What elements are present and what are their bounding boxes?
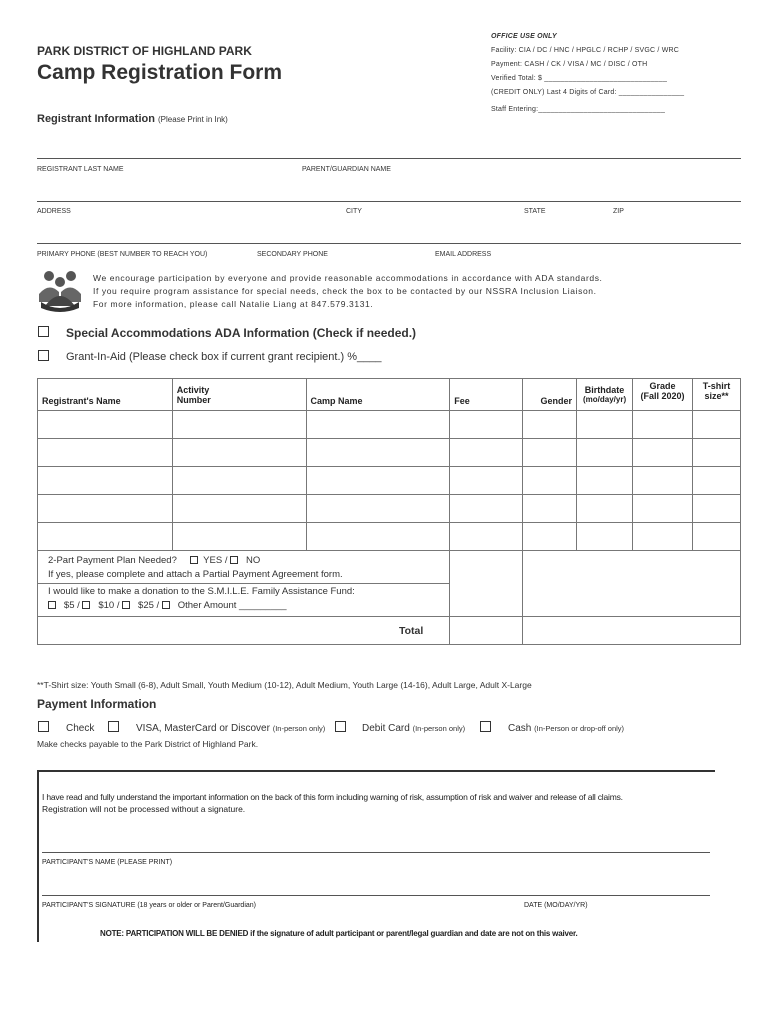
payment-plan-note: If yes, please complete and attach a Partial Payment Agreement form. xyxy=(48,569,343,580)
total-value-cell[interactable] xyxy=(450,617,523,645)
special-accommodations-checkbox[interactable] xyxy=(38,326,49,337)
office-payment: Payment: CASH / CK / VISA / MC / DISC / OTH xyxy=(491,61,648,68)
signature-label: PARTICIPANT'S SIGNATURE (18 years or older or Parent/Guardian) xyxy=(42,902,256,909)
payment-plan-yes-checkbox[interactable] xyxy=(190,556,198,564)
total-empty-cell xyxy=(523,617,741,645)
payment-debit-note: (In-person only) xyxy=(412,724,466,733)
col-fee xyxy=(450,379,523,411)
field-zip-label: ZIP xyxy=(613,208,624,215)
date-input[interactable] xyxy=(520,875,710,895)
payment-plan-fee-cell[interactable] xyxy=(450,551,523,617)
donation-other-label: Other Amount _________ xyxy=(177,600,287,611)
col-tshirt-label-2: size** xyxy=(704,391,729,401)
address-input[interactable] xyxy=(37,218,342,242)
col-gender-label: Gender xyxy=(540,395,573,406)
col-registrant-name xyxy=(38,379,173,411)
payment-visa-checkbox[interactable] xyxy=(108,721,119,732)
last-name-input[interactable] xyxy=(37,176,300,200)
col-birthdate-label-2: (mo/day/yr) xyxy=(582,395,627,404)
participant-name-line xyxy=(42,852,710,853)
payment-cash-note: (In-Person or drop-off only) xyxy=(534,724,625,733)
office-staff: Staff Entering:_______________________________ xyxy=(491,106,666,113)
signature-input[interactable] xyxy=(42,875,512,895)
col-camp-name xyxy=(306,379,450,411)
ada-line-3: For more information, please call Natalie Liang at 847.579.3131. xyxy=(93,299,374,309)
payment-cash-text: Cash xyxy=(508,723,532,734)
field-city-label: CITY xyxy=(346,208,362,215)
zip-input[interactable] xyxy=(613,218,741,242)
table-row[interactable] xyxy=(38,523,741,551)
special-accommodations-label: Special Accommodations ADA Information (Check if needed.) xyxy=(66,326,417,340)
table-row[interactable] xyxy=(38,495,741,523)
field-line-1 xyxy=(37,158,741,159)
col-fee-label: Fee xyxy=(454,395,470,406)
state-input[interactable] xyxy=(524,218,609,242)
payment-plan-yes-label: YES / xyxy=(203,555,228,566)
tshirt-size-note: **T-Shirt size: Youth Small (6-8), Adult Small, Youth Medium (10-12), Adult Medium, Youth Large (14-16), Adult Large, Adult X-Large xyxy=(37,680,532,690)
participation-denied-note: NOTE: PARTICIPATION WILL BE DENIED if the signature of adult participant or parent/legal guardian and date are not on this waiver. xyxy=(100,929,578,938)
donation-label: I would like to make a donation to the S.M.I.L.E. Family Assistance Fund: xyxy=(38,583,449,599)
col-birthdate xyxy=(577,379,633,411)
field-last-name-label: REGISTRANT LAST NAME xyxy=(37,166,124,173)
donation-10-label: $10 / xyxy=(98,600,120,611)
participant-name-label: PARTICIPANT'S NAME (PLEASE PRINT) xyxy=(42,859,173,866)
total-label: Total xyxy=(398,624,424,637)
payment-visa-text: VISA, MasterCard or Discover xyxy=(136,723,270,734)
waiver-top-border xyxy=(37,770,715,772)
payment-visa-label xyxy=(136,723,325,734)
col-activity-label: Activity xyxy=(176,384,210,395)
parent-name-input[interactable] xyxy=(302,176,741,200)
section-registrant-info xyxy=(37,113,228,125)
col-activity-number xyxy=(172,379,306,411)
participant-name-input[interactable] xyxy=(42,832,710,852)
payment-info-title: Payment Information xyxy=(37,697,157,711)
donation-other-checkbox[interactable] xyxy=(162,601,170,609)
payment-debit-text: Debit Card xyxy=(362,723,410,734)
field-line-2 xyxy=(37,201,741,202)
payment-cash-checkbox[interactable] xyxy=(480,721,491,732)
waiver-text-1: I have read and fully understand the important information on the back of this form including warning of risk, assumption of risk and waiver and release of all claims. xyxy=(42,792,623,802)
field-address-label: ADDRESS xyxy=(37,208,71,215)
payment-plan-row xyxy=(38,551,741,617)
grant-in-aid-label: Grant-In-Aid (Please check box if current grant recipient.) %____ xyxy=(66,351,382,363)
col-activity-label-2: Number xyxy=(176,394,211,405)
donation-options xyxy=(48,599,439,613)
col-grade xyxy=(633,379,693,411)
city-input[interactable] xyxy=(346,218,520,242)
date-label: DATE (MO/DAY/YR) xyxy=(524,902,588,909)
col-tshirt-label: T-shirt xyxy=(702,381,731,391)
signature-line xyxy=(42,895,710,896)
payment-plan-label: 2-Part Payment Plan Needed? xyxy=(48,555,177,566)
payment-debit-label xyxy=(362,723,465,734)
field-line-3 xyxy=(37,243,741,244)
col-grade-label-2: (Fall 2020) xyxy=(640,391,685,401)
office-verified-total: Verified Total: $ ______________________________ xyxy=(491,75,668,82)
grant-in-aid-checkbox[interactable] xyxy=(38,350,49,361)
field-phone-label: PRIMARY PHONE (BEST NUMBER TO REACH YOU) xyxy=(37,251,208,258)
form-title: Camp Registration Form xyxy=(37,61,283,84)
waiver-text-2: Registration will not be processed without a signature. xyxy=(42,804,246,814)
donation-25-label: $25 / xyxy=(138,600,160,611)
ada-line-1: We encourage participation by everyone and provide reasonable accommodations in accordance with ADA standards. xyxy=(93,273,603,283)
table-row[interactable] xyxy=(38,467,741,495)
field-email-label: EMAIL ADDRESS xyxy=(435,251,492,258)
donation-10-checkbox[interactable] xyxy=(82,601,90,609)
payment-plan-empty-cell xyxy=(523,551,741,617)
office-use-title: OFFICE USE ONLY xyxy=(491,33,557,40)
col-registrant-name-label: Registrant's Name xyxy=(42,395,121,406)
total-row xyxy=(38,617,741,645)
camp-table xyxy=(37,378,741,645)
payment-plan-line xyxy=(48,554,439,568)
col-tshirt xyxy=(692,379,740,411)
col-camp-name-label: Camp Name xyxy=(310,395,363,406)
office-facility: Facility: CIA / DC / HNC / HPGLC / RCHP / SVGC / WRC xyxy=(491,47,680,54)
col-grade-label: Grade xyxy=(649,381,676,391)
payment-payable-note: Make checks payable to the Park District of Highland Park. xyxy=(37,739,259,749)
field-phone2-label: SECONDARY PHONE xyxy=(257,251,328,258)
waiver-left-border xyxy=(37,770,39,942)
table-row[interactable] xyxy=(38,411,741,439)
ada-line-2: If you require program assistance for special needs, check the box to be contacted by our NSSRA Inclusion Liaison. xyxy=(93,286,597,296)
total-label-cell xyxy=(38,617,450,645)
payment-plan-cell xyxy=(38,551,450,617)
inclusion-icon xyxy=(37,268,83,312)
field-state-label: STATE xyxy=(524,208,546,215)
table-header-row xyxy=(38,379,741,411)
payment-check-checkbox[interactable] xyxy=(38,721,49,732)
payment-visa-note: (In-person only) xyxy=(272,724,326,733)
payment-check-label: Check xyxy=(66,723,95,734)
org-name: PARK DISTRICT OF HIGHLAND PARK xyxy=(37,44,252,58)
section-title: Registrant Information xyxy=(37,113,155,125)
donation-5-label: $5 / xyxy=(63,600,80,611)
donation-5-checkbox[interactable] xyxy=(48,601,56,609)
payment-plan-no-checkbox[interactable] xyxy=(230,556,238,564)
field-parent-label: PARENT/GUARDIAN NAME xyxy=(302,166,391,173)
payment-cash-label xyxy=(508,723,624,734)
office-last4: (CREDIT ONLY) Last 4 Digits of Card: ________________ xyxy=(491,89,685,96)
section-note: (Please Print in Ink) xyxy=(158,115,228,124)
payment-debit-checkbox[interactable] xyxy=(335,721,346,732)
table-row[interactable] xyxy=(38,439,741,467)
col-gender xyxy=(523,379,577,411)
donation-25-checkbox[interactable] xyxy=(122,601,130,609)
payment-plan-no-label: NO xyxy=(246,555,261,566)
col-birthdate-label: Birthdate xyxy=(584,385,625,395)
